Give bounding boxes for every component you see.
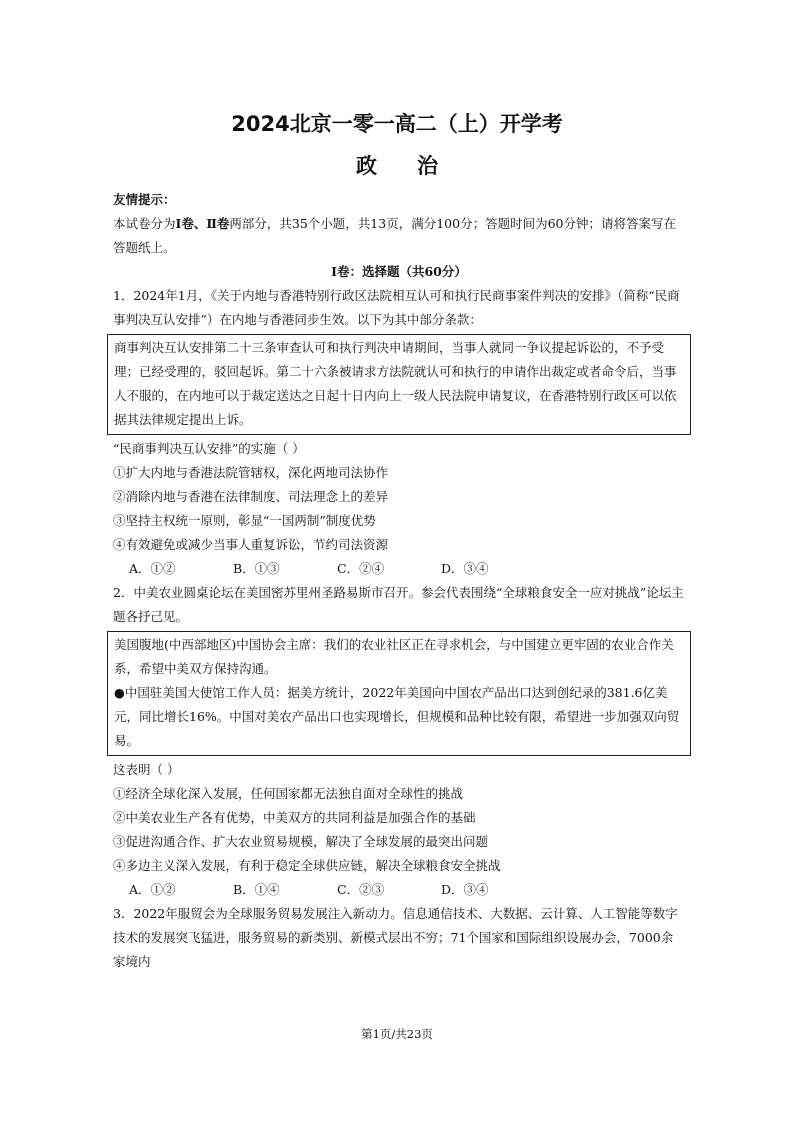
- material-text: ●中国驻美国大使馆工作人员：据美方统计，2022年美国向中国农产品出口达到创纪录的381.6亿美元，同比增长16%。中国对美农产品出口也实现增长，但规模和品种比较有限，希望进一步加强双向贸易。: [114, 685, 680, 748]
- option-c[interactable]: C．②③: [337, 882, 385, 897]
- option-b[interactable]: B．①③: [233, 561, 280, 576]
- statement-item: ③坚持主权统一原则，彰显“一国两制”制度优势: [113, 513, 376, 528]
- option-b[interactable]: B．①④: [233, 882, 280, 897]
- question-stem: 3．2022年服贸会为全球服务贸易发展注入新动力。信息通信技术、大数据、云计算、人工智能等数字技术的发展突飞猛进，服务贸易的新类别、新模式层出不穷；71个国家和国际组织设展办会，7000余家境内: [113, 906, 678, 969]
- page-footer: 第1页/共23页: [361, 1027, 433, 1041]
- question-3: [113, 902, 685, 974]
- option-a[interactable]: A．①②: [129, 882, 176, 897]
- material-text: 美国腹地(中西部地区)中国协会主席：我们的农业社区正在寻求机会，与中国建立更牢固的农业合作关系，希望中美双方保持沟通。: [114, 637, 674, 676]
- material-text: 商事判决互认安排第二十三条审查认可和执行判决申请期间，当事人就同一争议提起诉讼的，不予受理；已经受理的，驳回起诉。第二十六条被请求方法院就认可和执行的申请作出裁定或者命令后，当事人不服的，在内地可以于裁定送达之日起十日内向上一级人民法院申请复议，在香港特别行政区可以依据其法律规定提出上诉。: [114, 340, 677, 427]
- page-title: 2024北京一零一高二（上）开学考: [231, 112, 563, 136]
- option-a[interactable]: A．①②: [129, 561, 176, 576]
- question-stem: 2．中美农业圆桌论坛在美国密苏里州圣路易斯市召开。参会代表围绕“全球粮食安全一应对挑战”论坛主题各抒己见。: [113, 585, 684, 624]
- material-box: [107, 334, 691, 435]
- statement-item: ③促进沟通合作、扩大农业贸易规模，解决了全球发展的最突出问题: [113, 834, 489, 849]
- question-stem: 1．2024年1月，《关于内地与香港特别行政区法院相互认可和执行民商事案件判决的安排》（简称“民商事判决互认安排”）在内地与香港同步生效。以下为其中部分条款：: [113, 288, 680, 327]
- question-2: [113, 581, 685, 902]
- exam-content: [113, 188, 685, 974]
- notice-text-bold: Ⅰ卷、Ⅱ卷: [175, 216, 230, 231]
- answer-options: [113, 557, 685, 581]
- material-box: [107, 631, 691, 756]
- notice-text-a: 本试卷分为: [113, 216, 176, 231]
- question-prompt: “民商事判决互认安排”的实施（ ）: [113, 441, 305, 456]
- statement-item: ②中美农业生产各有优势，中美双方的共同利益是加强合作的基础: [113, 810, 476, 825]
- statement-item: ②消除内地与香港在法律制度、司法理念上的差异: [113, 489, 389, 504]
- option-d[interactable]: D．③④: [441, 882, 489, 897]
- subject-title: 政治: [356, 154, 478, 178]
- answer-options: [113, 878, 685, 902]
- notice-heading: 友情提示：: [113, 192, 176, 207]
- option-d[interactable]: D．③④: [441, 561, 489, 576]
- section-title: Ⅰ卷：选择题（共60分）: [331, 264, 467, 279]
- notice-text-c: 两部分，共35个小题，共13页，满分100分；答题时间为60分钟；请将答案写在答题纸上。: [113, 216, 676, 255]
- statement-item: ①扩大内地与香港法院管辖权，深化两地司法协作: [113, 465, 389, 480]
- statement-item: ④多边主义深入发展，有利于稳定全球供应链，解决全球粮食安全挑战: [113, 858, 501, 873]
- option-c[interactable]: C．②④: [337, 561, 385, 576]
- question-prompt: 这表明（ ）: [113, 762, 180, 777]
- notice-text: [113, 212, 685, 260]
- statement-item: ④有效避免或减少当事人重复诉讼，节约司法资源: [113, 537, 389, 552]
- question-1: [113, 284, 685, 581]
- statement-item: ①经济全球化深入发展，任何国家都无法独自面对全球性的挑战: [113, 786, 464, 801]
